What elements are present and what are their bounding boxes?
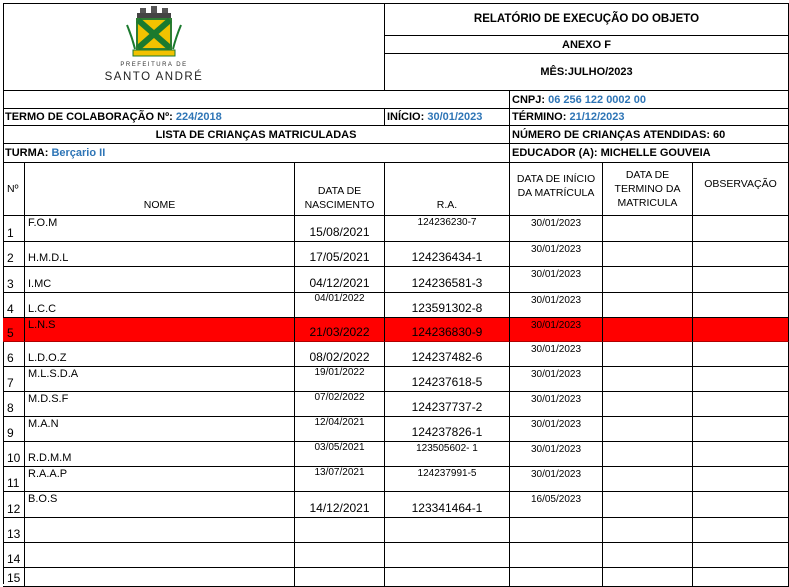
cell-obs	[693, 342, 789, 367]
cell-obs	[693, 293, 789, 318]
cell-start: 30/01/2023	[510, 367, 603, 392]
cell-birth	[295, 543, 385, 568]
cell-name: R.A.A.P	[25, 467, 295, 492]
cell-obs	[693, 442, 789, 467]
termino-label: TÉRMINO:	[512, 111, 567, 123]
cell-num: 1	[3, 216, 25, 242]
cnpj-value: 06 256 122 0002 00	[548, 93, 646, 106]
cell-name: F.O.M	[25, 216, 295, 242]
month-label: MÊS:JULHO/2023	[385, 54, 789, 91]
cell-num: 15	[3, 568, 25, 587]
turma-cell	[3, 144, 510, 163]
cell-start: 30/01/2023	[510, 417, 603, 442]
turma-label: TURMA:	[5, 147, 49, 159]
col-header-birth: DATA DE NASCIMENTO	[295, 163, 385, 216]
cnpj-spacer	[3, 91, 510, 109]
cell-ra	[385, 518, 510, 543]
cell-end	[603, 216, 693, 242]
inicio-cell	[385, 109, 510, 126]
termo-value: 224/2018	[175, 111, 222, 123]
cell-birth: 04/12/2021	[295, 267, 385, 293]
cell-birth: 13/07/2021	[295, 467, 385, 492]
cell-birth: 07/02/2022	[295, 392, 385, 417]
cell-end	[603, 367, 693, 392]
cell-start: 30/01/2023	[510, 392, 603, 417]
cell-birth: 08/02/2022	[295, 342, 385, 367]
cell-birth: 19/01/2022	[295, 367, 385, 392]
cell-num: 10	[3, 442, 25, 467]
cell-name: M.L.S.D.A	[25, 367, 295, 392]
cell-birth: 04/01/2022	[295, 293, 385, 318]
cell-end	[603, 518, 693, 543]
cell-name: M.D.S.F	[25, 392, 295, 417]
cell-start	[510, 518, 603, 543]
report-sheet	[3, 3, 789, 584]
cell-num: 13	[3, 518, 25, 543]
cell-name: L.C.C	[25, 293, 295, 318]
col-header-start: DATA DE INÍCIO DA MATRÍCULA	[510, 163, 603, 216]
cell-ra: 124237482-6	[385, 342, 510, 367]
cell-end	[603, 342, 693, 367]
logo-cell	[3, 3, 385, 91]
cell-obs	[693, 417, 789, 442]
cell-end	[603, 267, 693, 293]
cell-start: 30/01/2023	[510, 293, 603, 318]
cell-name: I.MC	[25, 267, 295, 293]
termo-cell	[3, 109, 385, 126]
cell-obs	[693, 543, 789, 568]
list-title: LISTA DE CRIANÇAS MATRICULADAS	[3, 126, 510, 144]
cell-ra: 124237737-2	[385, 392, 510, 417]
cell-name	[25, 568, 295, 587]
cell-ra: 124236581-3	[385, 267, 510, 293]
cell-start: 30/01/2023	[510, 467, 603, 492]
cell-obs	[693, 518, 789, 543]
cell-ra: 124236830-9	[385, 318, 510, 342]
cell-birth: 17/05/2021	[295, 242, 385, 267]
cell-name	[25, 543, 295, 568]
termo-label: TERMO DE COLABORAÇÃO Nº:	[5, 111, 173, 123]
col-header-num	[3, 163, 25, 216]
educator-cell: EDUCADOR (A): MICHELLE GOUVEIA	[510, 144, 789, 163]
cell-num: 11	[3, 467, 25, 492]
cell-birth: 21/03/2022	[295, 318, 385, 342]
cell-num: 6	[3, 342, 25, 367]
cell-obs	[693, 467, 789, 492]
cell-name	[25, 518, 295, 543]
cell-start: 30/01/2023	[510, 318, 603, 342]
cell-num: 9	[3, 417, 25, 442]
cell-ra: 124236230-7	[385, 216, 510, 242]
cell-obs	[693, 216, 789, 242]
col-header-obs: OBSERVAÇÃO	[693, 163, 789, 216]
cell-ra: 124237618-5	[385, 367, 510, 392]
cell-ra: 124236434-1	[385, 242, 510, 267]
inicio-label: INÍCIO:	[387, 111, 425, 123]
cnpj-label: CNPJ:	[512, 93, 546, 106]
cell-end	[603, 318, 693, 342]
cell-start: 16/05/2023	[510, 492, 603, 518]
coat-of-arms-icon	[99, 5, 209, 61]
cell-birth: 15/08/2021	[295, 216, 385, 242]
cell-end	[603, 242, 693, 267]
cell-name: R.D.M.M	[25, 442, 295, 467]
cell-end	[603, 392, 693, 417]
cell-ra	[385, 568, 510, 587]
cell-num: 8	[3, 392, 25, 417]
cell-end	[603, 417, 693, 442]
cell-ra: 123341464-1	[385, 492, 510, 518]
cell-name: M.A.N	[25, 417, 295, 442]
cell-num: 12	[3, 492, 25, 518]
cell-ra: 124237991-5	[385, 467, 510, 492]
cell-ra	[385, 543, 510, 568]
cell-obs	[693, 568, 789, 587]
annex-label: ANEXO F	[385, 36, 789, 54]
cell-end	[603, 293, 693, 318]
children-count: NÚMERO DE CRIANÇAS ATENDIDAS: 60	[510, 126, 789, 144]
termino-cell	[510, 109, 789, 126]
termino-value: 21/12/2023	[569, 111, 625, 123]
cell-end	[603, 467, 693, 492]
cell-num: 7	[3, 367, 25, 392]
cell-ra: 123591302-8	[385, 293, 510, 318]
cell-end	[603, 492, 693, 518]
logo-line1: PREFEITURA DE	[120, 62, 188, 68]
cell-end	[603, 442, 693, 467]
cell-name: L.D.O.Z	[25, 342, 295, 367]
cell-birth: 03/05/2021	[295, 442, 385, 467]
cell-start	[510, 543, 603, 568]
cell-birth: 12/04/2021	[295, 417, 385, 442]
cell-birth	[295, 568, 385, 587]
cell-name: H.M.D.L	[25, 242, 295, 267]
cell-start: 30/01/2023	[510, 267, 603, 293]
cell-start: 30/01/2023	[510, 442, 603, 467]
cell-birth: 14/12/2021	[295, 492, 385, 518]
cell-start: 30/01/2023	[510, 342, 603, 367]
col-header-end: DATA DE TERMINO DA MATRICULA	[603, 163, 693, 216]
cell-name: B.O.S	[25, 492, 295, 518]
cell-ra: 124237826-1	[385, 417, 510, 442]
cell-ra: 123505602- 1	[385, 442, 510, 467]
logo-line2: SANTO ANDRÉ	[104, 71, 204, 83]
cell-start: 30/01/2023	[510, 216, 603, 242]
cell-end	[603, 543, 693, 568]
cell-name: L.N.S	[25, 318, 295, 342]
cell-num: 3	[3, 267, 25, 293]
turma-value: Berçario II	[51, 147, 106, 159]
cell-num: 14	[3, 543, 25, 568]
col-header-ra: R.A.	[385, 163, 510, 216]
cell-obs	[693, 267, 789, 293]
cell-birth	[295, 518, 385, 543]
cell-start	[510, 568, 603, 587]
cell-num: 5	[3, 318, 25, 342]
cell-start: 30/01/2023	[510, 242, 603, 267]
cnpj-cell	[510, 91, 789, 109]
cell-obs	[693, 492, 789, 518]
cell-obs	[693, 242, 789, 267]
cell-num: 2	[3, 242, 25, 267]
cell-num: 4	[3, 293, 25, 318]
col-header-num-label: Nº	[7, 183, 19, 195]
cell-end	[603, 568, 693, 587]
inicio-value: 30/01/2023	[427, 111, 483, 123]
city-logo	[99, 5, 209, 87]
report-title: RELATÓRIO DE EXECUÇÃO DO OBJETO	[385, 3, 789, 36]
cell-obs	[693, 318, 789, 342]
col-header-name: NOME	[25, 163, 295, 216]
cell-obs	[693, 392, 789, 417]
cell-obs	[693, 367, 789, 392]
